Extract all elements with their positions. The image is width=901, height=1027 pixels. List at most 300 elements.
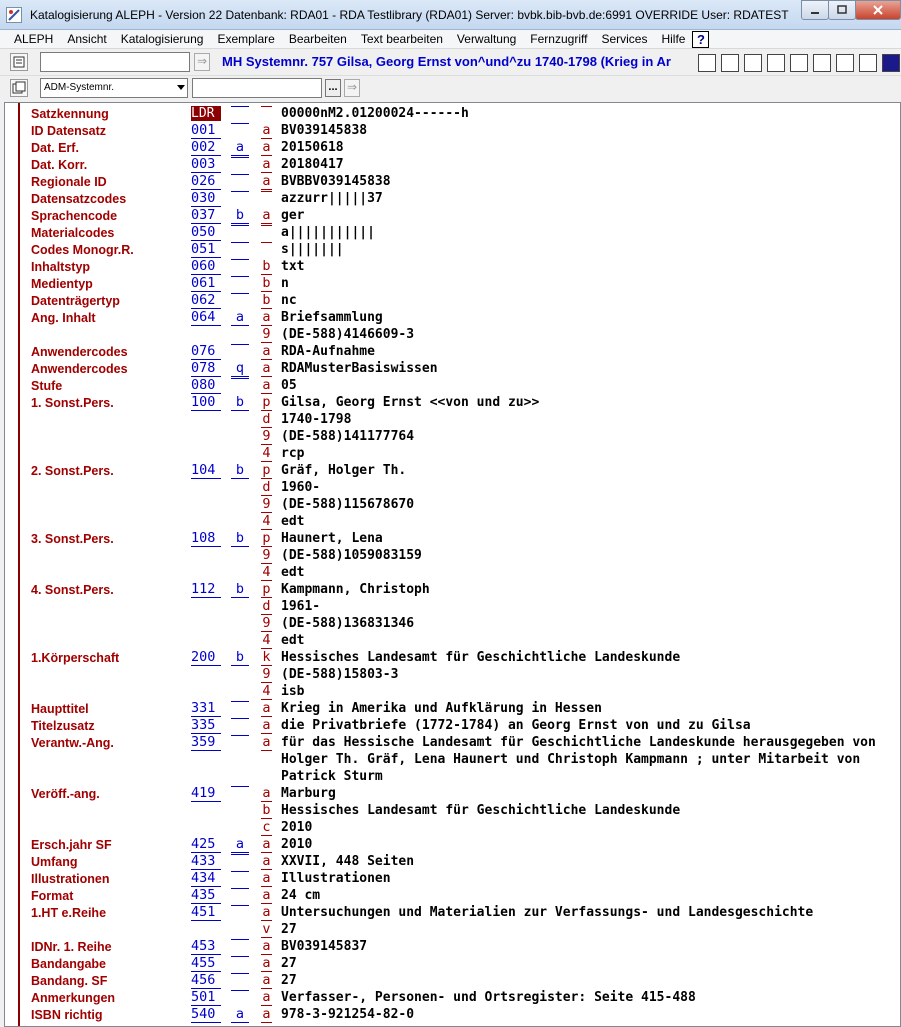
field-indicator[interactable] [231, 123, 249, 124]
record-field-row[interactable] [5, 139, 901, 156]
subfield-code[interactable]: v [262, 921, 271, 937]
field-indicator[interactable] [231, 990, 249, 991]
subfield-code[interactable] [261, 106, 272, 107]
subfield-code[interactable]: a [262, 836, 271, 852]
browse-button[interactable]: ... [325, 79, 341, 97]
field-value[interactable]: isb [281, 684, 305, 699]
field-tag[interactable]: 112 [191, 582, 221, 598]
field-label[interactable]: Inhaltstyp [31, 260, 91, 274]
record-field-row[interactable] [5, 1006, 901, 1023]
field-value[interactable]: n [281, 276, 289, 291]
menu-katalogisierung[interactable]: Katalogisierung [120, 32, 204, 46]
field-indicator[interactable] [231, 718, 249, 719]
record-field-row[interactable] [5, 496, 901, 513]
documents-icon[interactable] [813, 54, 831, 72]
id-type-select-value: ADM-Systemnr. [44, 82, 115, 93]
field-value[interactable]: 24 cm [281, 888, 321, 903]
field-tag[interactable]: 076 [191, 344, 221, 360]
field-value[interactable]: edt [281, 633, 305, 648]
field-value[interactable]: 978-3-921254-82-0 [281, 1007, 415, 1022]
field-tag[interactable]: 080 [191, 378, 221, 394]
field-label[interactable]: Ersch.jahr SF [31, 838, 112, 852]
record-field-row[interactable] [5, 462, 901, 479]
subfield-code[interactable]: a [262, 1006, 271, 1022]
record-field-row[interactable] [5, 241, 901, 258]
help-icon[interactable]: ? [692, 31, 709, 48]
field-tag[interactable]: 050 [191, 225, 221, 241]
record-field-row[interactable] [5, 921, 901, 938]
field-tag[interactable]: 359 [191, 735, 221, 751]
field-label[interactable]: Codes Monogr.R. [31, 243, 134, 257]
record-field-row[interactable] [5, 530, 901, 547]
subfield-code[interactable]: 4 [262, 513, 271, 529]
list-icon[interactable] [744, 54, 762, 72]
new-record-icon[interactable] [698, 54, 716, 72]
field-label[interactable]: 2. Sonst.Pers. [31, 464, 114, 478]
menu-aleph[interactable]: ALEPH [14, 32, 54, 46]
field-indicator[interactable]: b [231, 531, 249, 547]
field-indicator[interactable] [231, 854, 249, 855]
record-field-row[interactable] [5, 870, 901, 887]
record-field-row[interactable] [5, 258, 901, 275]
field-value[interactable]: Verfasser-, Personen- und Ortsregister: Seite 415-488 [281, 990, 696, 1005]
field-value[interactable]: 20150618 [281, 140, 344, 155]
id-value-input[interactable] [192, 78, 322, 98]
field-tag[interactable]: 108 [191, 531, 221, 547]
field-value[interactable]: edt [281, 514, 305, 529]
field-tag[interactable]: 026 [191, 174, 221, 190]
field-value[interactable]: Haunert, Lena [281, 531, 383, 546]
subfield-code[interactable]: 4 [262, 445, 271, 461]
record-field-row[interactable] [5, 887, 901, 904]
check-icon[interactable] [836, 54, 854, 72]
record-icon[interactable] [10, 53, 28, 71]
field-label[interactable]: Dat. Erf. [31, 141, 79, 155]
record-field-row[interactable] [5, 972, 901, 989]
record-field-row[interactable] [5, 428, 901, 445]
field-value[interactable]: 00000nM2.01200024------h [281, 106, 469, 121]
menu-exemplare[interactable]: Exemplare [217, 32, 275, 46]
record-field-row[interactable] [5, 309, 901, 326]
copy-icon[interactable] [721, 54, 739, 72]
field-value[interactable]: die Privatbriefe (1772-1784) an Georg Ernst von und zu Gilsa [281, 718, 751, 733]
field-label[interactable]: 1.HT e.Reihe [31, 906, 107, 920]
record-field-row[interactable] [5, 343, 901, 360]
subfield-code[interactable]: a [262, 717, 271, 733]
field-tag[interactable]: 061 [191, 276, 221, 292]
field-label[interactable]: Anwendercodes [31, 362, 128, 376]
subfield-code[interactable]: 9 [262, 547, 271, 563]
record-field-row[interactable] [5, 173, 901, 190]
record-field-row[interactable] [5, 751, 901, 768]
field-value[interactable]: (DE-588)141177764 [281, 429, 415, 444]
field-tag[interactable]: 540 [191, 1007, 221, 1023]
field-tag[interactable]: 037 [191, 208, 221, 224]
field-label[interactable]: Materialcodes [31, 226, 115, 240]
record-field-row[interactable] [5, 717, 901, 734]
field-value[interactable]: 1960- [281, 480, 321, 495]
record-field-row[interactable] [5, 700, 901, 717]
field-indicator[interactable] [231, 191, 249, 192]
field-tag[interactable]: 419 [191, 786, 221, 802]
record-field-row[interactable] [5, 224, 901, 241]
field-value[interactable]: Illustrationen [281, 871, 391, 886]
close-button[interactable] [855, 0, 901, 20]
field-indicator[interactable] [231, 106, 249, 107]
subfield-code[interactable]: 4 [262, 683, 271, 699]
subfield-code[interactable]: a [262, 989, 271, 1005]
menu-text-bearbeiten[interactable]: Text bearbeiten [360, 32, 443, 46]
record-field-row[interactable] [5, 785, 901, 802]
field-value[interactable]: Kampmann, Christoph [281, 582, 430, 597]
menu-ansicht[interactable]: Ansicht [67, 32, 107, 46]
subfield-code[interactable]: a [262, 870, 271, 886]
field-tag[interactable]: 060 [191, 259, 221, 275]
field-tag[interactable]: 501 [191, 990, 221, 1006]
field-tag[interactable]: 062 [191, 293, 221, 309]
field-value[interactable]: 27 [281, 956, 297, 971]
field-tag[interactable]: LDR [191, 106, 221, 121]
record-field-row[interactable] [5, 445, 901, 462]
field-tag[interactable]: 455 [191, 956, 221, 972]
field-tag[interactable]: 078 [191, 361, 221, 377]
subfield-code[interactable]: a [262, 887, 271, 903]
field-label[interactable]: 4. Sonst.Pers. [31, 583, 114, 597]
field-value[interactable]: 1961- [281, 599, 321, 614]
subfield-code[interactable]: d [262, 598, 271, 614]
id-type-select[interactable] [40, 78, 188, 98]
field-value[interactable]: Patrick Sturm [281, 769, 383, 784]
field-label[interactable]: IDNr. 1. Reihe [31, 940, 112, 954]
field-label[interactable]: Regionale ID [31, 175, 107, 189]
field-indicator[interactable] [231, 701, 249, 702]
subfield-code[interactable] [261, 225, 272, 226]
record-field-row[interactable] [5, 666, 901, 683]
field-label[interactable]: ID Datensatz [31, 124, 107, 138]
subfield-code[interactable]: a [262, 377, 271, 393]
record-field-row[interactable] [5, 360, 901, 377]
subfield-code[interactable]: a [262, 173, 271, 189]
field-indicator[interactable] [231, 786, 249, 787]
subfield-code[interactable] [261, 191, 272, 192]
field-value[interactable]: ger [281, 208, 305, 223]
field-tag[interactable]: 001 [191, 123, 221, 139]
tree-icon[interactable] [859, 54, 877, 72]
field-label[interactable]: Satzkennung [31, 107, 109, 121]
record-field-row[interactable] [5, 513, 901, 530]
chevron-down-icon [177, 85, 185, 90]
copy-record-icon[interactable] [10, 79, 28, 97]
record-field-row[interactable] [5, 649, 901, 666]
subfield-code[interactable]: a [262, 360, 271, 376]
record-field-row[interactable] [5, 734, 901, 751]
field-label[interactable]: 1.Körperschaft [31, 651, 120, 665]
field-indicator[interactable] [231, 225, 249, 226]
field-indicator[interactable] [231, 174, 249, 175]
subfield-code[interactable]: b [262, 258, 271, 274]
subfield-code[interactable]: k [262, 649, 271, 665]
field-value[interactable]: 27 [281, 922, 297, 937]
field-value[interactable]: 05 [281, 378, 297, 393]
field-value[interactable]: a||||||||||| [281, 225, 375, 240]
record-field-row[interactable] [5, 156, 901, 173]
subfield-code[interactable]: 9 [262, 428, 271, 444]
field-tag[interactable]: 030 [191, 191, 221, 207]
field-tag[interactable]: 100 [191, 395, 221, 411]
field-tag[interactable]: 200 [191, 650, 221, 666]
field-label[interactable]: Verantw.-Ang. [31, 736, 114, 750]
field-value[interactable]: Marburg [281, 786, 336, 801]
field-indicator[interactable] [231, 259, 249, 260]
field-label[interactable]: Datensatzcodes [31, 192, 127, 206]
field-label[interactable]: Bandangabe [31, 957, 107, 971]
record-field-row[interactable] [5, 989, 901, 1006]
search-input[interactable] [40, 52, 190, 72]
record-field-row[interactable] [5, 904, 901, 921]
field-tag[interactable]: 434 [191, 871, 221, 887]
field-tag[interactable]: 331 [191, 701, 221, 717]
field-value[interactable]: nc [281, 293, 297, 308]
subfield-code[interactable]: p [262, 462, 271, 478]
field-value[interactable]: Gilsa, Georg Ernst <<von und zu>> [281, 395, 540, 410]
subfield-code[interactable]: d [262, 479, 271, 495]
menu-verwaltung[interactable]: Verwaltung [456, 32, 517, 46]
field-tag[interactable]: 104 [191, 463, 221, 479]
subfield-code[interactable]: a [262, 122, 271, 138]
field-value[interactable]: rcp [281, 446, 305, 461]
field-value[interactable]: Briefsammlung [281, 310, 383, 325]
field-label[interactable]: Stufe [31, 379, 63, 393]
field-label[interactable]: ISBN richtig [31, 1008, 103, 1022]
field-label[interactable]: 1. Sonst.Pers. [31, 396, 114, 410]
field-label[interactable]: Anwendercodes [31, 345, 128, 359]
subfield-code[interactable]: a [262, 938, 271, 954]
field-indicator[interactable]: a [231, 837, 249, 853]
subfield-code[interactable] [261, 242, 272, 243]
id-go-button[interactable]: ⇒ [344, 79, 360, 97]
field-indicator[interactable]: b [231, 582, 249, 598]
field-indicator[interactable] [231, 735, 249, 736]
field-tag[interactable]: 425 [191, 837, 221, 853]
record-field-row[interactable] [5, 292, 901, 309]
subfield-code[interactable]: b [262, 292, 271, 308]
field-value[interactable]: BVBBV039145838 [281, 174, 391, 189]
record-field-row[interactable] [5, 105, 901, 122]
record-field-row[interactable] [5, 836, 901, 853]
record-field-row[interactable] [5, 938, 901, 955]
record-field-row[interactable] [5, 377, 901, 394]
record-field-row[interactable] [5, 394, 901, 411]
field-label[interactable]: Format [31, 889, 74, 903]
record-field-row[interactable] [5, 190, 901, 207]
menu-bearbeiten[interactable]: Bearbeiten [288, 32, 347, 46]
minimize-button[interactable] [801, 0, 829, 20]
field-tag[interactable]: 433 [191, 854, 221, 870]
field-indicator[interactable] [231, 956, 249, 957]
record-field-row[interactable] [5, 581, 901, 598]
field-indicator[interactable]: a [231, 310, 249, 326]
field-value[interactable]: Untersuchungen und Materialien zur Verfassungs- und Landesgeschichte [281, 905, 814, 920]
record-field-row[interactable] [5, 802, 901, 819]
field-value[interactable]: BV039145837 [281, 939, 368, 954]
field-value[interactable]: 27 [281, 973, 297, 988]
field-tag[interactable]: 335 [191, 718, 221, 734]
field-tag[interactable]: 453 [191, 939, 221, 955]
field-value[interactable]: Gräf, Holger Th. [281, 463, 407, 478]
field-value[interactable]: s||||||| [281, 242, 344, 257]
field-indicator[interactable] [231, 242, 249, 243]
field-label[interactable]: Datenträgertyp [31, 294, 120, 308]
field-indicator[interactable]: b [231, 208, 249, 224]
field-label[interactable]: Haupttitel [31, 702, 89, 716]
record-field-row[interactable] [5, 632, 901, 649]
field-tag[interactable]: 003 [191, 157, 221, 173]
subfield-code[interactable]: a [262, 972, 271, 988]
field-tag[interactable]: 435 [191, 888, 221, 904]
field-value[interactable]: (DE-588)4146609-3 [281, 327, 415, 342]
field-tag[interactable]: 451 [191, 905, 221, 921]
record-field-row[interactable] [5, 819, 901, 836]
field-label[interactable]: Illustrationen [31, 872, 110, 886]
subfield-code[interactable]: a [262, 207, 271, 223]
field-indicator[interactable]: b [231, 463, 249, 479]
field-label[interactable]: Veröff.-ang. [31, 787, 100, 801]
field-label[interactable]: Bandang. SF [31, 974, 108, 988]
maximize-button[interactable] [828, 0, 856, 20]
field-indicator[interactable]: b [231, 395, 249, 411]
field-label[interactable]: Medientyp [31, 277, 93, 291]
field-value[interactable]: (DE-588)15803-3 [281, 667, 399, 682]
field-value[interactable]: Hessisches Landesamt für Geschichtliche Landeskunde [281, 803, 681, 818]
field-value[interactable]: für das Hessische Landesamt für Geschichtliche Landeskunde herausgegeben von [281, 735, 876, 750]
subfield-code[interactable]: d [262, 411, 271, 427]
field-label[interactable]: Umfang [31, 855, 78, 869]
subfield-code[interactable]: 9 [262, 666, 271, 682]
field-label[interactable]: 3. Sonst.Pers. [31, 532, 114, 546]
toolbar-row-2 [0, 76, 901, 102]
record-field-row[interactable] [5, 564, 901, 581]
record-field-row[interactable] [5, 853, 901, 870]
field-value[interactable]: 2010 [281, 837, 313, 852]
field-indicator[interactable] [231, 871, 249, 872]
field-value[interactable]: 2010 [281, 820, 313, 835]
menu-services[interactable]: Services [601, 32, 648, 46]
record-field-row[interactable] [5, 598, 901, 615]
field-value[interactable]: azzurr|||||37 [281, 191, 383, 206]
subfield-code[interactable]: p [262, 530, 271, 546]
search-go-button[interactable]: ⇒ [194, 53, 210, 71]
record-field-row[interactable] [5, 122, 901, 139]
field-indicator[interactable] [231, 378, 249, 379]
subfield-code[interactable]: 4 [262, 632, 271, 648]
subfield-code[interactable]: a [262, 343, 271, 359]
field-label[interactable]: Titelzusatz [31, 719, 95, 733]
subfield-code[interactable]: 4 [262, 564, 271, 580]
subfield-code[interactable]: b [262, 802, 271, 818]
subfield-code[interactable]: a [262, 904, 271, 920]
field-label[interactable]: Ang. Inhalt [31, 311, 96, 325]
record-field-row[interactable] [5, 479, 901, 496]
record-field-row[interactable] [5, 411, 901, 428]
subfield-code[interactable]: a [262, 785, 271, 801]
field-indicator[interactable]: a [231, 1007, 249, 1023]
field-value[interactable]: RDA-Aufnahme [281, 344, 375, 359]
menu-hilfe[interactable]: Hilfe [661, 32, 686, 46]
field-indicator[interactable] [231, 157, 249, 158]
record-field-row[interactable] [5, 615, 901, 632]
record-field-row[interactable] [5, 683, 901, 700]
subfield-code[interactable]: 9 [262, 496, 271, 512]
field-label[interactable]: Sprachencode [31, 209, 118, 223]
record-field-row[interactable] [5, 275, 901, 292]
field-value[interactable]: (DE-588)1059083159 [281, 548, 422, 563]
field-indicator[interactable]: q [231, 361, 249, 377]
record-field-row[interactable] [5, 326, 901, 343]
field-tag[interactable]: 456 [191, 973, 221, 989]
field-value[interactable]: Holger Th. Gräf, Lena Haunert und Christoph Kampmann ; unter Mitarbeit von [281, 752, 861, 767]
field-indicator[interactable] [231, 939, 249, 940]
subfield-code[interactable]: 9 [262, 326, 271, 342]
more-icon[interactable] [882, 54, 900, 72]
record-field-row[interactable] [5, 547, 901, 564]
subfield-code[interactable]: b [262, 275, 271, 291]
menu-fernzugriff[interactable]: Fernzugriff [530, 32, 588, 46]
field-label[interactable]: Anmerkungen [31, 991, 116, 1005]
subfield-code[interactable]: a [262, 853, 271, 869]
record-field-row[interactable] [5, 955, 901, 972]
field-indicator[interactable] [231, 344, 249, 345]
subfield-code[interactable]: c [262, 819, 271, 835]
field-indicator[interactable]: b [231, 650, 249, 666]
record-field-row[interactable] [5, 768, 901, 785]
field-value[interactable]: XXVII, 448 Seiten [281, 854, 415, 869]
subfield-code[interactable]: p [262, 394, 271, 410]
field-value[interactable]: (DE-588)115678670 [281, 497, 415, 512]
record-editor[interactable] [4, 102, 901, 1027]
field-indicator[interactable] [231, 888, 249, 889]
field-value[interactable]: RDAMusterBasiswissen [281, 361, 438, 376]
field-value[interactable]: (DE-588)136831346 [281, 616, 415, 631]
field-tag[interactable]: 002 [191, 140, 221, 156]
field-value[interactable]: 20180417 [281, 157, 344, 172]
table-icon[interactable] [790, 54, 808, 72]
field-indicator[interactable]: a [231, 140, 249, 156]
subfield-code[interactable]: a [262, 139, 271, 155]
field-indicator[interactable] [231, 293, 249, 294]
field-value[interactable]: Hessisches Landesamt für Geschichtliche Landeskunde [281, 650, 681, 665]
record-field-row[interactable] [5, 207, 901, 224]
subfield-code[interactable]: a [262, 309, 271, 325]
field-tag[interactable]: 064 [191, 310, 221, 326]
book-icon[interactable] [767, 54, 785, 72]
field-value[interactable]: edt [281, 565, 305, 580]
field-value[interactable]: 1740-1798 [281, 412, 352, 427]
subfield-code[interactable]: a [262, 734, 271, 750]
subfield-code[interactable]: a [262, 156, 271, 172]
field-value[interactable]: Krieg in Amerika und Aufklärung in Hessen [281, 701, 602, 716]
subfield-code[interactable]: 9 [262, 615, 271, 631]
field-indicator[interactable] [231, 973, 249, 974]
field-value[interactable]: BV039145838 [281, 123, 368, 138]
field-tag[interactable]: 051 [191, 242, 221, 258]
subfield-code[interactable]: p [262, 581, 271, 597]
field-label[interactable]: Dat. Korr. [31, 158, 88, 172]
field-value[interactable]: txt [281, 259, 305, 274]
subfield-code[interactable]: a [262, 700, 271, 716]
subfield-code[interactable]: a [262, 955, 271, 971]
field-indicator[interactable] [231, 905, 249, 906]
field-indicator[interactable] [231, 276, 249, 277]
